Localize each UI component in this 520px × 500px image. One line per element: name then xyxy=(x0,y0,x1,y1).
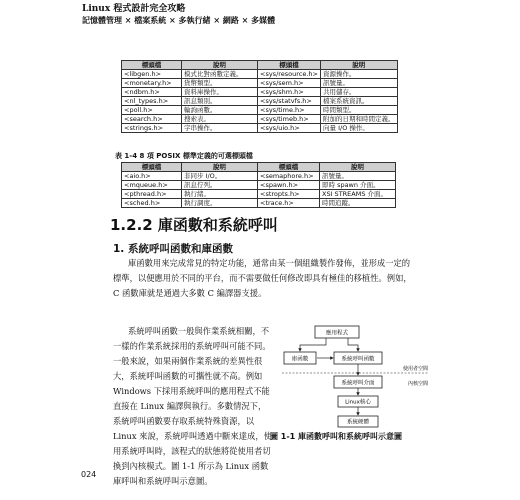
table-cell: <sys/statvfs.h> xyxy=(258,97,321,106)
body-paragraph: 庫函數用來完成常見的特定功能，通常由某一個組織製作發佈，並形成一定的標準，以便應用於不同的平台，而不需要做任何修改即具有極佳的移植性。例如，C 函數庫就是通過大多數 C 編譯器支援。 xyxy=(113,258,412,298)
kernel-label: Linux核心 xyxy=(345,399,371,406)
table-row xyxy=(122,124,398,133)
table-cell: 執行緒。 xyxy=(182,190,258,199)
running-header xyxy=(82,4,462,26)
table-row xyxy=(122,88,398,97)
syscall-label: 系統呼叫函數 xyxy=(341,356,375,363)
table-cell: <sys/sem.h> xyxy=(258,79,321,88)
table-row xyxy=(122,190,396,199)
page-number: 024 xyxy=(81,470,97,479)
app-label: 應用程式 xyxy=(325,330,349,337)
figure-caption: 圖 1-1 庫函數呼叫和系統呼叫示意圖 xyxy=(270,432,403,441)
table-cell: <trace.h> xyxy=(258,199,320,208)
table-cell: <sys/shm.h> xyxy=(258,88,321,97)
user-space-label: 使用者空間 xyxy=(402,366,428,372)
arrow-app-to-syscall xyxy=(348,338,358,351)
table-row xyxy=(122,172,396,181)
table-cell: 即時 spawn 介面。 xyxy=(320,181,396,190)
table-cell: <strings.h> xyxy=(122,124,182,133)
column-header: 說明 xyxy=(320,163,396,172)
table-cell: 附加的日期和時間定義。 xyxy=(321,115,398,124)
table-cell: <libgen.h> xyxy=(122,70,182,79)
body-paragraph: 系統呼叫函數一般與作業系統相關，不一樣的作業系統採用的系統呼叫可能不同。一般來說，如果兩個作業系統的差異性很大，系統呼叫函數的可攜性就不高。例如 Windows 下採用系統呼叫的應用程式不能直接在 Linux 編譯與執行。多數情況下，系統呼叫函數要存取系統特殊資源，以 Linux 來說，系統呼叫透過中斷來達成，使用系統呼叫時，該程式的狀態將從使用者切換到內核模式。圖 1-1 所示為 Linux 函數庫呼叫和系統呼叫示意圖。 xyxy=(113,326,272,486)
table-row xyxy=(122,97,398,106)
table-row xyxy=(122,106,398,115)
libfunc-label: 庫函數 xyxy=(291,356,309,363)
table-cell: 模式比對函數定義。 xyxy=(182,70,258,79)
table-cell: <aio.h> xyxy=(122,172,182,181)
table-caption: 表 1-4 8 項 POSIX 標準定義的可選標頭檔 xyxy=(115,152,253,160)
table-cell: 搜索表。 xyxy=(182,115,258,124)
table-cell: 共用儲存。 xyxy=(321,88,398,97)
table-cell: 時間類型。 xyxy=(321,106,398,115)
table-row xyxy=(122,199,396,208)
table-cell: <nl_types.h> xyxy=(122,97,182,106)
table-cell: <semaphore.h> xyxy=(258,172,320,181)
table-cell: 貨幣類型。 xyxy=(182,79,258,88)
table-cell: 檔案系統資訊。 xyxy=(321,97,398,106)
table-cell: <pthread.h> xyxy=(122,190,182,199)
column-header: 說明 xyxy=(182,61,258,70)
table-header-row xyxy=(122,163,396,172)
table-cell: 資料庫操作。 xyxy=(182,88,258,97)
table-cell: 時間追蹤。 xyxy=(320,199,396,208)
header-file-table xyxy=(121,60,398,133)
column-header: 說明 xyxy=(182,163,258,172)
hardware-label: 系統硬體 xyxy=(346,419,370,426)
table-row xyxy=(122,181,396,190)
column-header: 標頭檔 xyxy=(122,163,182,172)
table-cell: 執行調度。 xyxy=(182,199,258,208)
table-cell: <spawn.h> xyxy=(258,181,320,190)
subsection-heading: 1. 系統呼叫函數和庫函數 xyxy=(113,243,233,255)
table-cell: <poll.h> xyxy=(122,106,182,115)
table-row xyxy=(122,79,398,88)
table-cell: 訊號量。 xyxy=(320,172,396,181)
table-cell: <sys/resource.h> xyxy=(258,70,321,79)
table-cell: <stropts.h> xyxy=(258,190,320,199)
column-header: 標頭檔 xyxy=(122,61,182,70)
column-header: 標頭檔 xyxy=(258,61,321,70)
syscall-diagram xyxy=(280,322,430,432)
table-cell: <ndbm.h> xyxy=(122,88,182,97)
table-cell: 字串操作。 xyxy=(182,124,258,133)
table-cell: 非同步 I/O。 xyxy=(182,172,258,181)
chapter-topics: 記憶體管理 × 檔案系統 × 多執行緒 × 網路 × 多媒體 xyxy=(82,15,276,25)
posix-optional-header-table xyxy=(121,162,396,208)
book-title: Linux 程式設計完全攻略 xyxy=(82,4,186,14)
table-cell: <sys/timeb.h> xyxy=(258,115,321,124)
table-cell: 訊息佇列。 xyxy=(182,181,258,190)
section-heading: 1.2.2 庫函數和系統呼叫 xyxy=(110,216,278,234)
table-row xyxy=(122,115,398,124)
column-header: 說明 xyxy=(321,61,398,70)
column-header: 標頭檔 xyxy=(258,163,320,172)
table-cell: 訊號量。 xyxy=(321,79,398,88)
table-cell: XSI STREAMS 介面。 xyxy=(320,190,396,199)
table-cell: 資源操作。 xyxy=(321,70,398,79)
table-cell: 向量 I/O 操作。 xyxy=(321,124,398,133)
table-row xyxy=(122,70,398,79)
table-cell: <sys/time.h> xyxy=(258,106,321,115)
table-cell: 輪詢函數。 xyxy=(182,106,258,115)
table-cell: <sched.h> xyxy=(122,199,182,208)
table-cell: <sys/uio.h> xyxy=(258,124,321,133)
table-cell: <search.h> xyxy=(122,115,182,124)
table-header-row xyxy=(122,61,398,70)
arrow-app-to-lib xyxy=(300,338,326,351)
table-cell: <monetary.h> xyxy=(122,79,182,88)
table-cell: 訊息類別。 xyxy=(182,97,258,106)
syscall-entry-label: 系統呼叫介面 xyxy=(341,380,375,387)
table-cell: <mqueue.h> xyxy=(122,181,182,190)
kernel-space-label: 內核空間 xyxy=(407,381,428,387)
